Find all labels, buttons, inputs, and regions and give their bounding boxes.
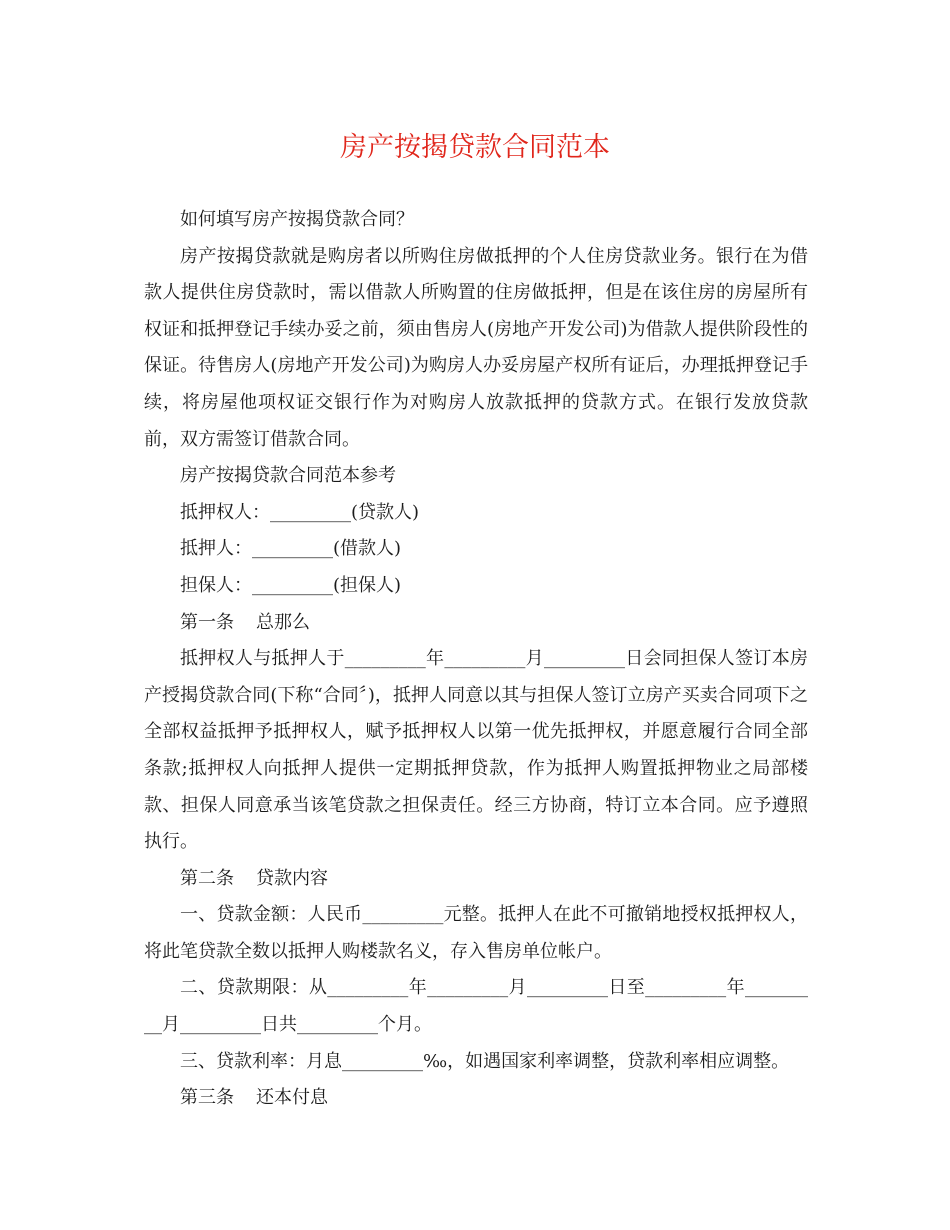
article-2-heading [144, 861, 808, 898]
reference-heading: 房产按揭贷款合同范本参考 [180, 465, 396, 487]
article-2-title: 贷款内容 [256, 867, 328, 889]
article-1-text: 抵押权人与抵押人于_________年_________月_________日会同担保人签订本房产授揭贷款合同(下称“合同〞)，抵押人同意以其与担保人签订立房产买卖合同项下之全部权益抵押予抵押权人，赋予抵押权人以第一优先抵押权，并愿意履行合同全部条款;抵押权人向抵押人提供一定期抵押贷款，作为抵押人购置抵押物业之局部楼款、担保人同意承当该笔贷款之担保责任。经三方协商，特订立本合同。应予遵照执行。 [144, 648, 808, 853]
question-line: 如何填写房产按揭贷款合同？ [180, 209, 414, 230]
article-1-number: 第一条 [180, 611, 234, 633]
article-3-heading [144, 1080, 808, 1117]
loan-term-paragraph: 二、贷款期限：从_________年_________月_________日至_________年_________月_________日共_________个月。 [144, 977, 808, 1036]
party-mortgagor: 抵押人：_________(借款人) [180, 538, 402, 560]
document-body [144, 202, 808, 1117]
document-title: 房产按揭贷款合同范本 [340, 132, 610, 163]
article-2-number: 第二条 [180, 867, 234, 889]
intro-paragraph: 房产按揭贷款就是购房者以所购住房做抵押的个人住房贷款业务。银行在为借款人提供住房贷款时，需以借款人所购置的住房做抵押，但是在该住房的房屋所有权证和抵押登记手续办妥之前，须由售房人(房地产开发公司)为借款人提供阶段性的保证。待售房人(房地产开发公司)为购房人办妥房屋产权所有证后，办理抵押登记手续，将房屋他项权证交银行作为对购房人放款抵押的贷款方式。在银行发放贷款前，双方需签订借款合同。 [144, 245, 808, 450]
party-mortgagee: 抵押权人：_________(贷款人) [180, 501, 420, 523]
loan-amount-paragraph: 一、贷款金额：人民币_________元整。抵押人在此不可撤销地授权抵押权人，将此笔贷款全数以抵押人购楼款名义，存入售房单位帐户。 [144, 904, 808, 962]
article-3-title: 还本付息 [256, 1087, 328, 1109]
loan-rate-paragraph: 三、贷款利率：月息_________‰，如遇国家利率调整，贷款利率相应调整。 [180, 1050, 790, 1072]
article-3-number: 第三条 [180, 1087, 234, 1109]
article-1-heading [144, 605, 808, 642]
party-guarantor: 担保人：_________(担保人) [180, 574, 402, 596]
article-1-title: 总那么 [256, 611, 310, 633]
